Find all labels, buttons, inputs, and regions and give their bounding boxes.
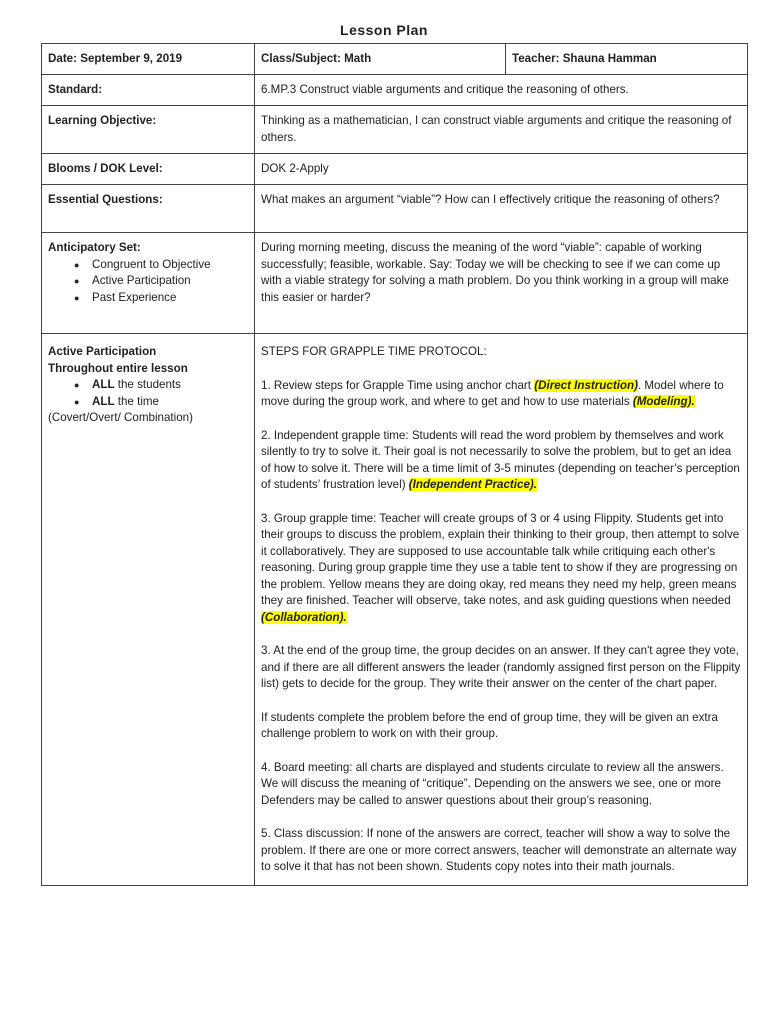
questions-row [42,185,748,233]
active-label-cell [42,334,255,886]
objective-row [42,106,748,154]
blooms-value: DOK 2-Apply [255,154,748,185]
anticipatory-row [42,233,748,334]
step-5: 5. Class discussion: If none of the answers are correct, teacher will show a way to solve the problem. If there are one or more correct answers, teacher will demonstrate an alternate way to solve it that has not been shown. Students copy notes into their math journals. [261,827,737,873]
questions-label: Essential Questions: [42,185,255,233]
highlight-independent-practice: (Independent Practice). [408,478,537,491]
step-3b: 3. At the end of the group time, the group decides on an answer. If they can't agree they vote, and if there are all different answers the leader (randomly assigned first person on the Flippity list) gets to decide for the group. They write their answer on the center of the chart paper. [261,644,741,690]
list-item: ● Past Experience [48,290,248,307]
highlight-modeling: (Modeling). [632,395,695,408]
step-1 [261,378,741,411]
step-text: 1. Review steps for Grapple Time using anchor chart [261,378,535,392]
teacher-cell: Teacher: Shauna Hamman [506,44,748,75]
list-item: ● Congruent to Objective [48,257,248,274]
bullet-text: the time [114,394,160,408]
highlight-direct-instruction: (Direct Instruction) [534,378,638,392]
anticipatory-label: Anticipatory Set: [48,241,141,254]
header-row [42,44,748,75]
list-item [48,377,248,394]
step-text: . Model where to move during the group work, and where to get and how to use materials [261,378,724,408]
standard-value: 6.MP.3 Construct viable arguments and critique the reasoning of others. [255,75,748,106]
active-label-line1: Active Participation [48,345,157,358]
bullet-text: the students [114,378,181,391]
subject-cell: Class/Subject: Math [255,44,506,75]
anticipatory-label-cell [42,233,255,334]
blooms-row [42,154,748,185]
step-3 [261,511,741,627]
early-finish: If students complete the problem before the end of group time, they will be given an extra challenge problem to work on with their group. [261,710,718,740]
step-text: 2. Independent grapple time: Students will read the word problem by themselves and work silently to try to solve it. Their goal is not necessarily to solve the problem, but to get an idea of how to solve it. There will be a time limit of 3-5 minutes (depending on teacher’s perception of students’ frustration level) [261,428,740,491]
questions-value: What makes an argument “viable”? How can I effectively critique the reasoning of others? [255,185,748,233]
standard-label: Standard: [42,75,255,106]
anticipatory-bullets [48,257,248,307]
active-row [42,334,748,886]
standard-row [42,75,748,106]
page-title: Lesson Plan [340,22,428,38]
bullet-bold: ALL [92,378,115,391]
anticipatory-value: During morning meeting, discuss the meaning of the word “viable”: capable of working successfully; feasible, workable. Say: Today we will be checking to see if we can come up with a viable strategy for solving a math problem. Do you think working in a group will make this easier or harder? [255,233,748,334]
active-label-line2: Throughout entire lesson [48,361,188,375]
active-bullets [48,377,248,410]
steps-heading: STEPS FOR GRAPPLE TIME PROTOCOL: [261,345,487,358]
objective-label: Learning Objective: [42,106,255,154]
objective-value: Thinking as a mathematician, I can construct viable arguments and critique the reasoning of others. [255,106,748,154]
list-item: ● Active Participation [48,273,248,290]
step-text: 3. Group grapple time: Teacher will create groups of 3 or 4 using Flippity. Students get into their groups to discuss the problem, explain their thinking to their group, then attempt to solve it collaboratively. They are supposed to use accountable talk while critiquing each other's reasoning. During group grapple time they use a table tent to show if they are progressing on the problem. Yellow means they are doing okay, red means they need my help, green means they are finished. Teacher will observe, take notes, and ask guiding questions when needed [261,511,740,607]
step-4: 4. Board meeting: all charts are displayed and students circulate to review all the answers. We will discuss the meaning of “critique”. Depending on the answers we see, one or more Defenders may be called to answer questions about their group’s reasoning. [261,760,724,807]
bullet-bold: ALL [92,394,115,408]
step-2 [261,428,741,494]
active-content-cell [255,334,748,886]
lesson-plan-table [41,43,748,886]
highlight-collaboration: (Collaboration). [261,610,347,624]
active-note: (Covert/Overt/ Combination) [48,411,193,424]
date-cell: Date: September 9, 2019 [42,44,255,75]
blooms-label: Blooms / DOK Level: [42,154,255,185]
list-item [48,394,248,411]
